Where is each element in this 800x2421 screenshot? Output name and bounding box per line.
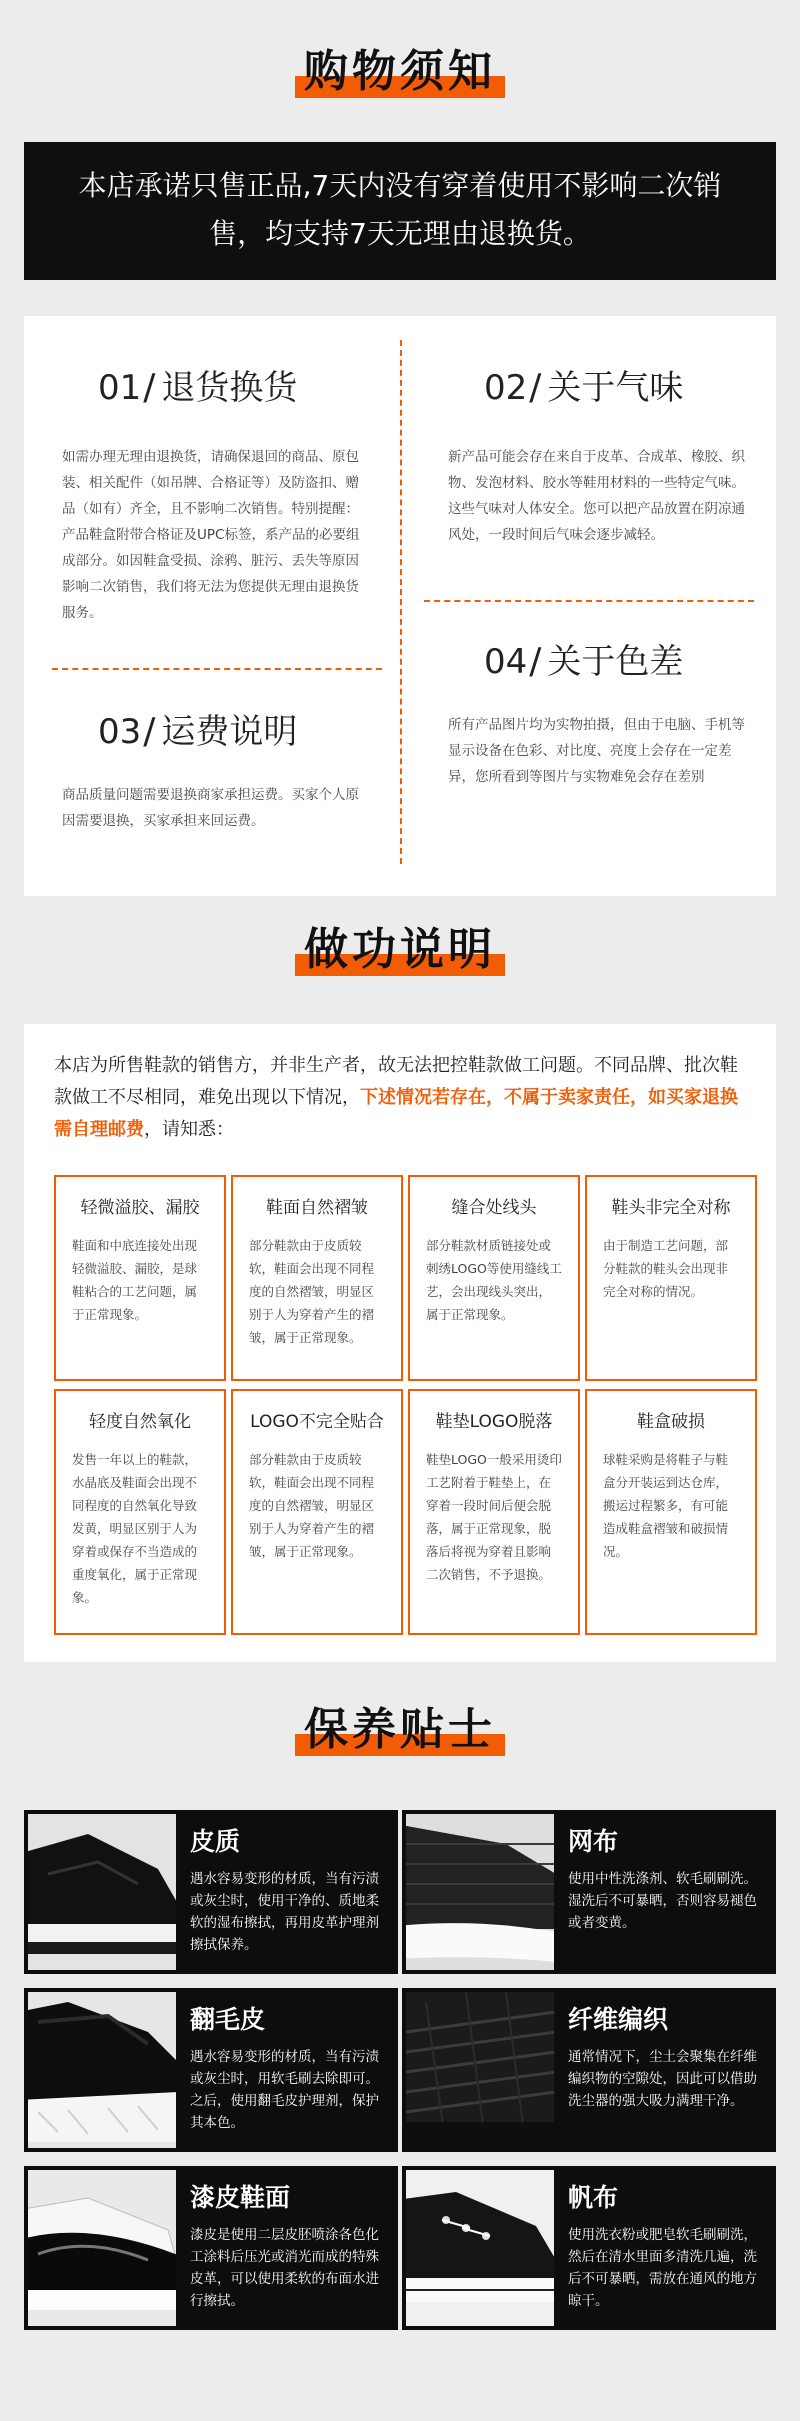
item-text: 部分鞋款由于皮质较软，鞋面会出现不同程度的自然褶皱，明显区别于人为穿着产生的褶皱，属于正常现象。 (249, 1452, 375, 1559)
item-text: 发售一年以上的鞋款，水晶底及鞋面会出现不同程度的自然氧化导致发黄，明显区别于人为穿着或保存不当造成的重度氧化，属于正常现象。 (72, 1452, 198, 1605)
workmanship-item (54, 1175, 226, 1381)
policy-title: 退货换货 (161, 368, 298, 408)
policy-title: 关于气味 (547, 368, 684, 408)
item-title: 轻度自然氧化 (89, 1412, 191, 1432)
suede-sneaker-photo (28, 1992, 176, 2148)
policy-heading-returns: 01/ 退货换货 (98, 367, 298, 408)
divider-left (52, 668, 382, 670)
policy-text-odor: 新产品可能会存在来自于皮革、合成革、橡胶、织物、发泡材料、胶水等鞋用材料的一些特定气味。这些气味对人体安全。您可以把产品放置在阴凉通风处，一段时间后气味会逐步减轻。 (448, 449, 745, 543)
section-title-text: 保养贴士 (304, 1704, 496, 1755)
item-text: 鞋垫LOGO一般采用烫印工艺附着于鞋垫上，在穿着一段时间后便会脱落，属于正常现象，脱落后将视为穿着且影响二次销售，不予退换。 (426, 1452, 562, 1582)
black-leather-sneaker-photo (28, 1814, 176, 1970)
item-title: 鞋盒破损 (637, 1412, 705, 1432)
care-tile-canvas (402, 2166, 776, 2330)
policy-number: 03 (98, 712, 142, 752)
canvas-sneaker-photo (406, 2170, 554, 2326)
policy-heading-color: 04/ 关于色差 (484, 641, 684, 682)
item-text: 球鞋采购是将鞋子与鞋盒分开装运到达仓库，搬运过程繁多，有可能造成鞋盒褶皱和破损情况。 (603, 1452, 729, 1559)
intro-text: 本店为所售鞋款的销售方，并非生产者，故无法把控鞋款做工问题。不同品牌、批次鞋款做工不尽相同，难免出现以下情况， (54, 1055, 738, 1108)
care-title: 网布 (568, 1827, 619, 1856)
section-title-notice (0, 42, 800, 102)
workmanship-item (408, 1389, 580, 1635)
policy-text-shipping: 商品质量问题需要退换商家承担运费。买家个人原因需要退换，买家承担来回运费。 (62, 787, 359, 829)
item-text: 部分鞋款材质链接处或刺绣LOGO等使用缝线工艺，会出现线头突出，属于正常现象。 (426, 1238, 562, 1322)
policy-text-returns: 如需办理无理由退换货，请确保退回的商品、原包装、相关配件（如吊牌、合格证等）及防盗扣、赠品（如有）齐全，且不影响二次销售。特别提醒：产品鞋盒附带合格证及UPC标签，系产品的必要组成部分。如因鞋盒受损、涂鸦、脏污、丢失等原因影响二次销售，我们将无法为您提供无理由退换货服务。 (62, 449, 360, 621)
workmanship-item (231, 1175, 403, 1381)
item-text: 鞋面和中底连接处出现轻微溢胶、漏胶，是球鞋粘合的工艺问题，属于正常现象。 (72, 1238, 198, 1322)
workmanship-item (585, 1175, 757, 1381)
care-title: 帆布 (568, 2183, 619, 2212)
intro-text-end: ，请知悉： (144, 1119, 234, 1140)
item-title: 缝合处线头 (451, 1198, 537, 1218)
care-tile-suede (24, 1988, 398, 2152)
care-title: 皮质 (190, 1827, 241, 1856)
divider-vertical (400, 340, 402, 864)
care-text: 通常情况下，尘土会聚集在纤维编织物的空隙处，因此可以借助洗尘器的强大吸力满理干净。 (568, 2049, 757, 2109)
patent-leather-sneaker-photo (28, 2170, 176, 2326)
section-title-workmanship (0, 920, 800, 980)
care-text: 遇水容易变形的材质，当有污渍或灰尘时，用软毛刷去除即可。之后，使用翻毛皮护理剂，保护其本色。 (190, 2049, 379, 2131)
care-tile-mesh (402, 1810, 776, 1974)
workmanship-item (585, 1389, 757, 1635)
policy-text-color: 所有产品图片均为实物拍摄，但由于电脑、手机等显示设备在色彩、对比度、亮度上会存在一定差异，您所看到等图片与实物难免会存在差别 (448, 717, 745, 785)
policy-title: 运费说明 (161, 712, 298, 752)
notice-banner: 本店承诺只售正品,7天内没有穿着使用不影响二次销售，均支持7天无理由退换货。 (24, 142, 776, 280)
care-tile-knit (402, 1988, 776, 2152)
item-title: 鞋垫LOGO脱落 (435, 1412, 553, 1432)
care-title: 翻毛皮 (190, 2005, 266, 2034)
workmanship-item (54, 1389, 226, 1635)
item-title: 鞋面自然褶皱 (266, 1198, 368, 1218)
care-text: 使用洗衣粉或肥皂软毛刷刷洗，然后在清水里面多清洗几遍，洗后不可暴晒，需放在通风的地方晾干。 (568, 2227, 757, 2309)
divider-right (424, 600, 754, 602)
care-tile-leather (24, 1810, 398, 1974)
section-title-text: 做功说明 (304, 924, 496, 975)
care-title: 漆皮鞋面 (190, 2183, 291, 2212)
workmanship-intro (54, 1050, 754, 1146)
care-text: 使用中性洗涤剂、软毛刷刷洗。湿洗后不可暴晒，否则容易褪色或者变黄。 (568, 1871, 757, 1931)
knit-sneaker-photo (406, 1992, 554, 2148)
policy-number: 01 (98, 368, 142, 408)
care-text: 漆皮是使用二层皮胚喷涂各色化工涂料后压光或消光而成的特殊皮革，可以使用柔软的布面水进行擦拭。 (190, 2227, 379, 2309)
item-title: 轻微溢胶、漏胶 (80, 1198, 200, 1218)
item-title: LOGO不完全贴合 (250, 1412, 384, 1432)
item-title: 鞋头非完全对称 (611, 1198, 731, 1218)
policy-number: 02 (484, 368, 528, 408)
policy-heading-odor: 02/ 关于气味 (484, 367, 684, 408)
policy-title: 关于色差 (547, 642, 684, 682)
section-title-text: 购物须知 (304, 46, 496, 97)
care-text: 遇水容易变形的材质，当有污渍或灰尘时，使用干净的、质地柔软的湿布擦拭，再用皮革护理剂擦拭保养。 (190, 1871, 379, 1953)
item-text: 由于制造工艺问题，部分鞋款的鞋头会出现非完全对称的情况。 (603, 1238, 729, 1299)
workmanship-item (408, 1175, 580, 1381)
care-title: 纤维编织 (568, 2005, 669, 2034)
item-text: 部分鞋款由于皮质较软，鞋面会出现不同程度的自然褶皱，明显区别于人为穿着产生的褶皱，属于正常现象。 (249, 1238, 375, 1345)
workmanship-item (231, 1389, 403, 1635)
policy-card (24, 316, 776, 896)
policy-number: 04 (484, 642, 528, 682)
care-tile-patent (24, 2166, 398, 2330)
section-title-care (0, 1700, 800, 1760)
policy-heading-shipping: 03/ 运费说明 (98, 711, 298, 752)
intro-highlight: 下述情况若存在，不属于卖家责任，如买家退换需自理邮费 (54, 1087, 738, 1140)
black-mesh-sneaker-photo (406, 1814, 554, 1970)
